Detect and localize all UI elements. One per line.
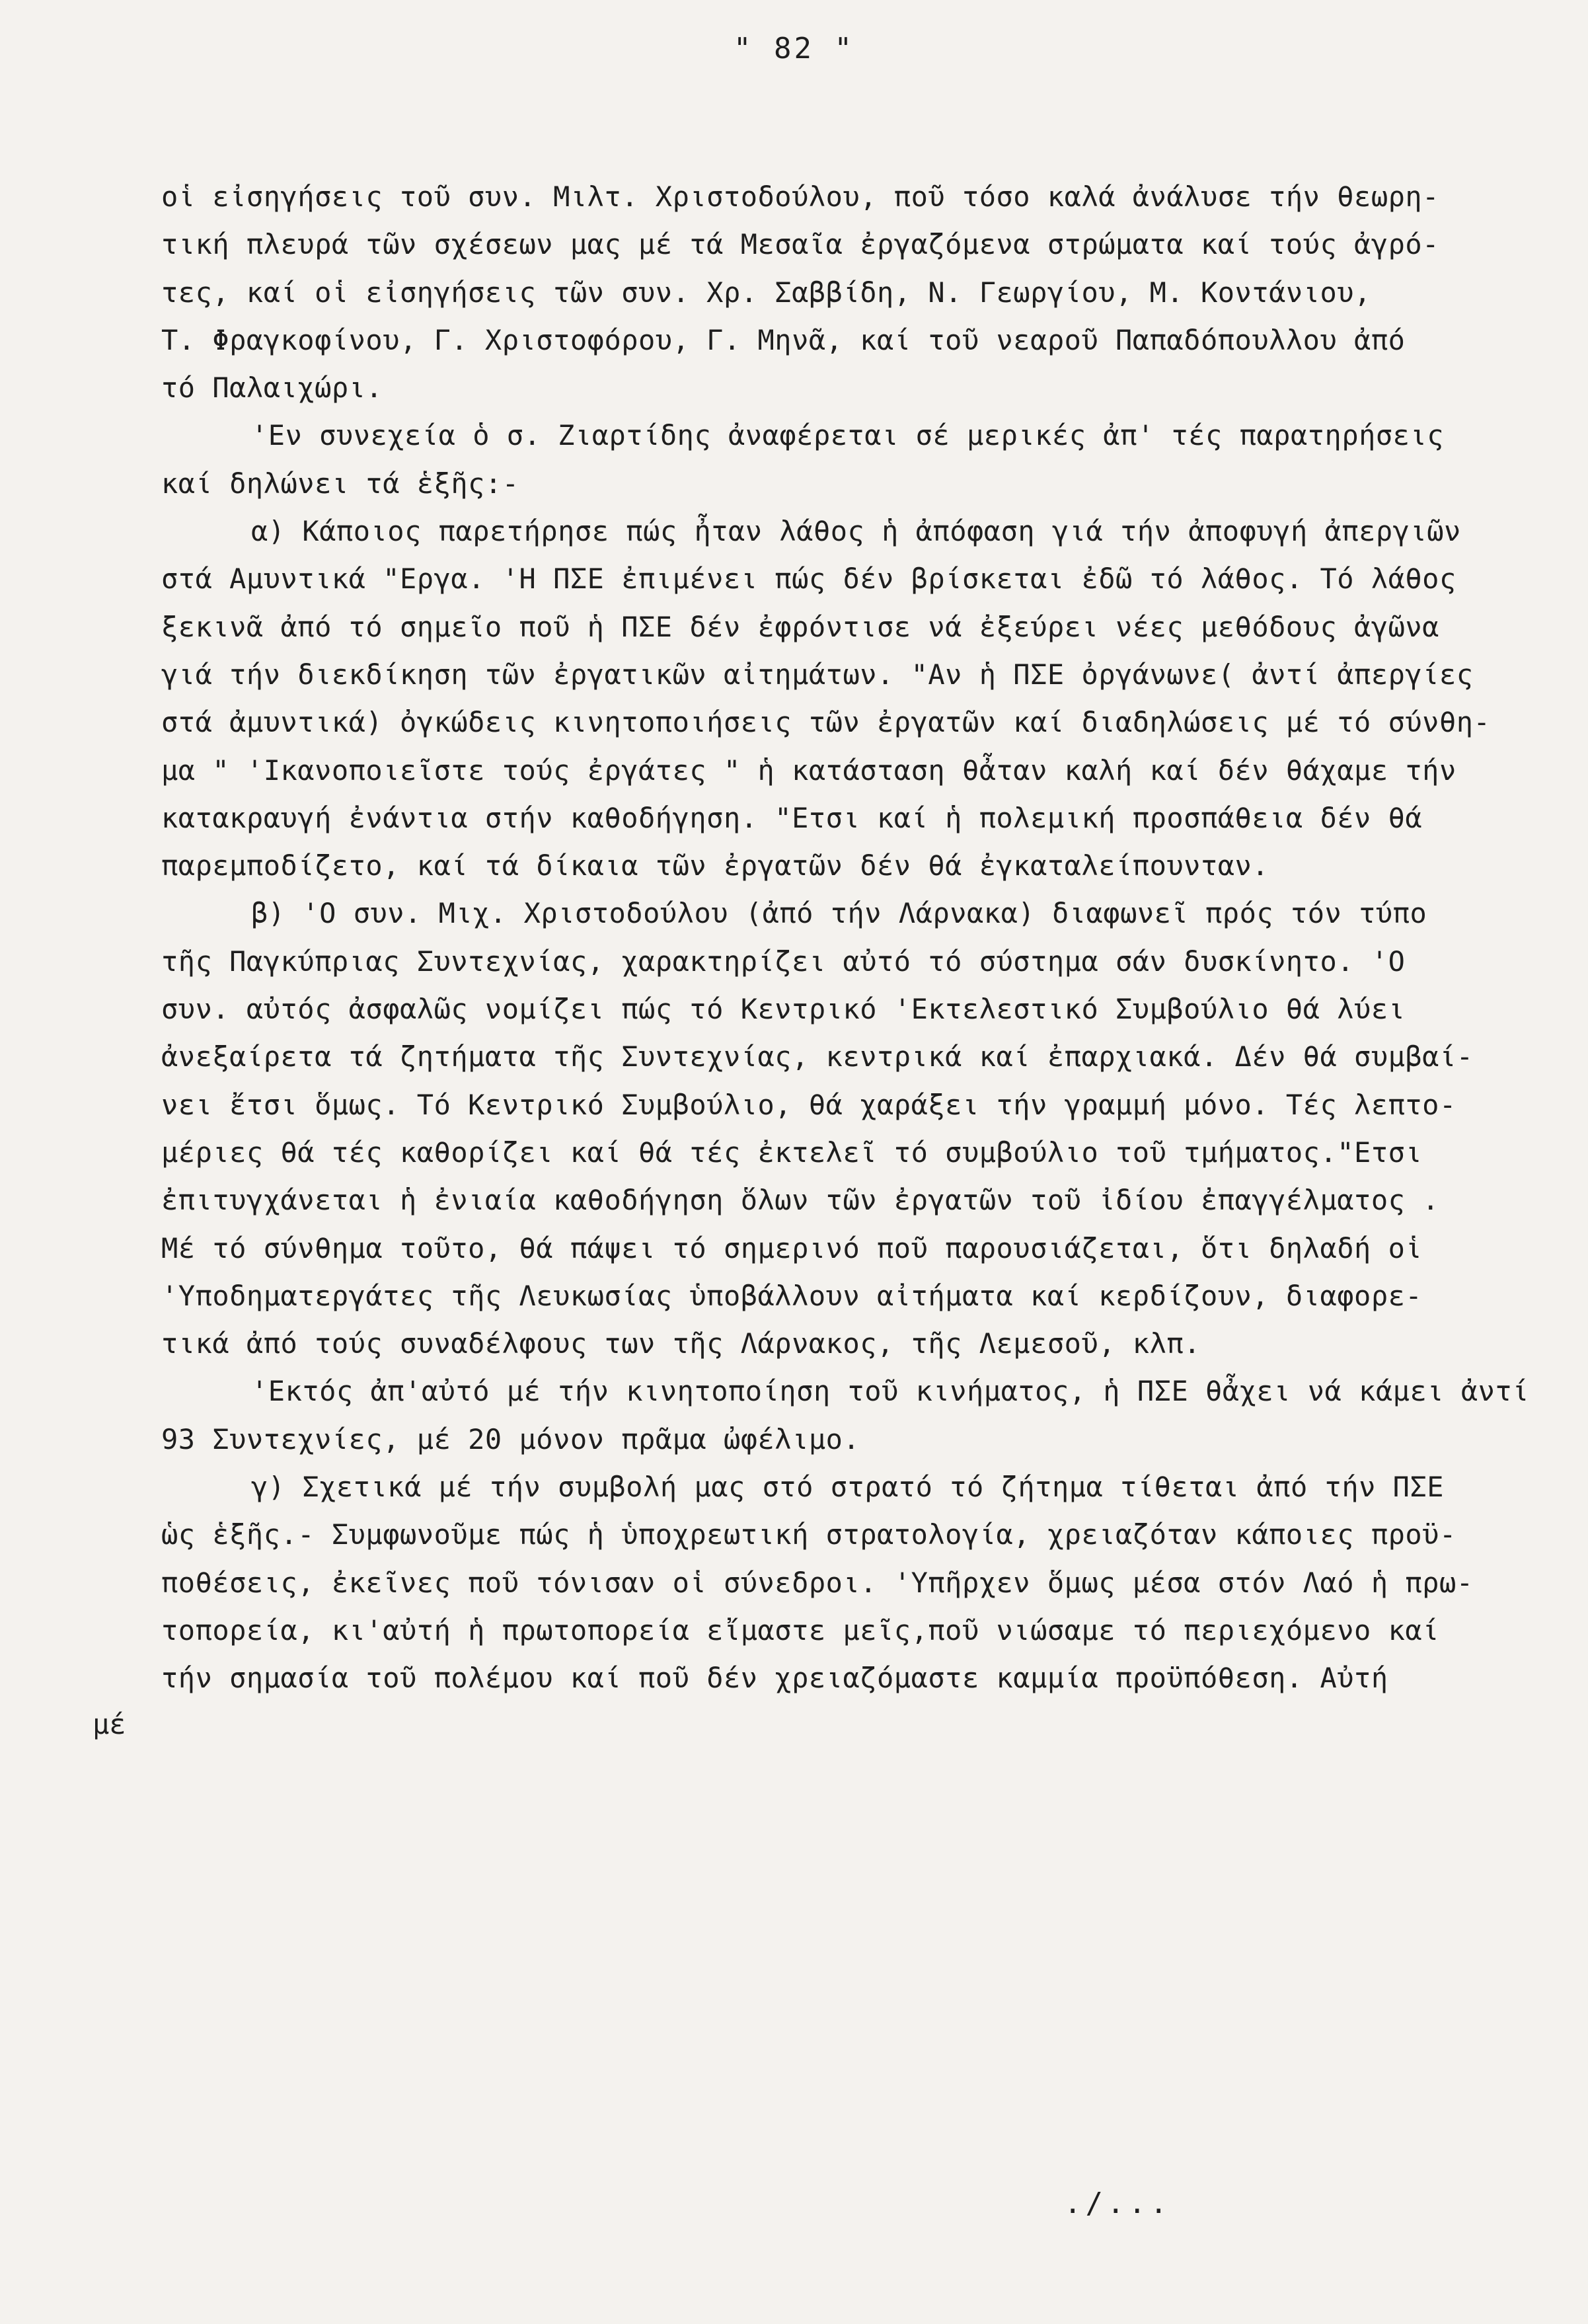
paragraph xyxy=(161,508,1503,890)
text-line: γιά τήν διεκδίκηση τῶν ἐργατικῶν αἰτημάτων. "Αν ἡ ΠΣΕ ὀργάνωνε( ἀντί ἀπεργίες xyxy=(161,658,1474,691)
text-line: ὡς ἑξῆς.- Συμφωνοῦμε πώς ἡ ὑποχρεωτική στρατολογία, χρειαζόταν κάποιες προϋ- xyxy=(161,1518,1456,1551)
text-line: τήν σημασία τοῦ πολέμου καί ποῦ δέν χρειαζόμαστε καμμία προϋπόθεση. Αὐτή xyxy=(161,1662,1388,1695)
text-line: ἀνεξαίρετα τά ζητήματα τῆς Συντεχνίας, κεντρικά καί ἐπαρχιακά. Δέν θά συμβαί- xyxy=(161,1040,1474,1073)
paragraph xyxy=(161,173,1503,412)
text-line: ξεκινᾶ ἀπό τό σημεῖο ποῦ ἡ ΠΣΕ δέν ἐφρόντισε νά ἐξεύρει νέες μεθόδους ἀγῶνα xyxy=(161,610,1439,643)
text-line: Μέ τό σύνθημα τοῦτο, θά πάψει τό σημερινό ποῦ παρουσιάζεται, ὅτι δηλαδή οἱ xyxy=(161,1231,1423,1264)
text-line: τό Παλαιχώρι. xyxy=(161,371,383,405)
continuation-mark: ./... xyxy=(1064,2187,1172,2220)
text-line: στά ἀμυντικά) ὀγκώδεις κινητοποιήσεις τῶν ἐργατῶν καί διαδηλώσεις μέ τό σύνθη- xyxy=(161,706,1491,739)
document-body xyxy=(161,173,1529,1703)
text-line: 'Εκτός ἀπ'αὐτό μέ τήν κινητοποίηση τοῦ κινήματος, ἡ ΠΣΕ θἆχει νά κάμει ἀντί xyxy=(251,1375,1529,1408)
text-line: ἐπιτυγχάνεται ἡ ἐνιαία καθοδήγηση ὅλων τῶν ἐργατῶν τοῦ ἰδίου ἐπαγγέλματος . xyxy=(161,1184,1439,1217)
text-line: μέριες θά τές καθορίζει καί θά τές ἐκτελεῖ τό συμβούλιο τοῦ τμήματος."Ετσι xyxy=(161,1136,1423,1169)
text-line: νει ἔτσι ὅμως. Τό Κεντρικό Συμβούλιο, θά χαράξει τήν γραμμή μόνο. Τές λεπτο- xyxy=(161,1088,1456,1121)
text-line: 'Υποδηματεργάτες τῆς Λευκωσίας ὑποβάλλουν αἰτήματα καί κερδίζουν, διαφορε- xyxy=(161,1279,1423,1312)
text-line: μα " 'Ικανοποιεῖστε τούς ἐργάτες " ἡ κατάσταση θἆταν καλή καί δέν θάχαμε τήν xyxy=(161,754,1456,787)
text-line: 'Εν συνεχεία ὁ σ. Ζιαρτίδης ἀναφέρεται σέ μερικές ἀπ' τές παρατηρήσεις xyxy=(251,419,1445,452)
text-line: Τ. Φραγκοφίνου, Γ. Χριστοφόρου, Γ. Μηνᾶ, καί τοῦ νεαροῦ Παπαδόπουλλου ἀπό xyxy=(161,323,1406,356)
text-line: τες, καί οἱ εἰσηγήσεις τῶν συν. Χρ. Σαββίδη, Ν. Γεωργίου, Μ. Κοντάνιου, xyxy=(161,276,1371,309)
text-line: τοπορεία, κι'αὐτή ἡ πρωτοπορεία εἴμαστε μεῖς,ποῦ νιώσαμε τό περιεχόμενο καί xyxy=(161,1613,1439,1646)
text-line: οἱ εἰσηγήσεις τοῦ συν. Μιλτ. Χριστοδούλου, ποῦ τόσο καλά ἀνάλυσε τήν θεωρη- xyxy=(161,180,1439,213)
text-line: συν. αὐτός ἀσφαλῶς νομίζει πώς τό Κεντρικό 'Εκτελεστικό Συμβούλιο θά λύει xyxy=(161,993,1406,1026)
text-line: τῆς Παγκύπριας Συντεχνίας, χαρακτηρίζει αὐτό τό σύστημα σάν δυσκίνητο. 'Ο xyxy=(161,945,1406,978)
text-line: γ) Σχετικά μέ τήν συμβολή μας στό στρατό τό ζήτημα τίθεται ἀπό τήν ΠΣΕ xyxy=(251,1471,1445,1504)
text-line: καί δηλώνει τά ἑξῆς:- xyxy=(161,467,519,500)
paragraph xyxy=(161,890,1503,1368)
page-number: " 82 " xyxy=(734,32,854,65)
text-line: 93 Συντεχνίες, μέ 20 μόνον πρᾶμα ὠφέλιμο. xyxy=(161,1422,860,1455)
text-line: κατακραυγή ἐνάντια στήν καθοδήγηση. "Ετσι καί ἡ πολεμική προσπάθεια δέν θά xyxy=(161,801,1423,834)
text-line: τικά ἀπό τούς συναδέλφους των τῆς Λάρνακος, τῆς Λεμεσοῦ, κλπ. xyxy=(161,1327,1201,1360)
paragraph xyxy=(161,1463,1503,1702)
text-line: α) Κάποιος παρετήρησε πώς ἦταν λάθος ἡ ἀπόφαση γιά τήν ἀποφυγή ἀπεργιῶν xyxy=(251,515,1461,548)
paragraph xyxy=(161,1368,1529,1463)
text-line: β) 'Ο συν. Μιχ. Χριστοδούλου (ἀπό τήν Λάρνακα) διαφωνεῖ πρός τόν τύπο xyxy=(251,897,1427,930)
paragraph xyxy=(161,412,1503,508)
text-line: ποθέσεις, ἐκεῖνες ποῦ τόνισαν οἱ σύνεδροι. 'Υπῆρχεν ὅμως μέσα στόν Λαό ἡ πρω- xyxy=(161,1566,1474,1599)
text-line: παρεμποδίζετο, καί τά δίκαια τῶν ἐργατῶν δέν θά ἐγκαταλείπουνταν. xyxy=(161,849,1269,882)
text-line: στά Αμυντικά "Εργα. 'Η ΠΣΕ ἐπιμένει πώς δέν βρίσκεται ἐδῶ τό λάθος. Τό λάθος xyxy=(161,562,1456,596)
text-line: τική πλευρά τῶν σχέσεων μας μέ τά Μεσαῖα ἐργαζόμενα στρώματα καί τούς ἀγρό- xyxy=(161,228,1439,261)
margin-note: μέ xyxy=(93,1708,126,1740)
